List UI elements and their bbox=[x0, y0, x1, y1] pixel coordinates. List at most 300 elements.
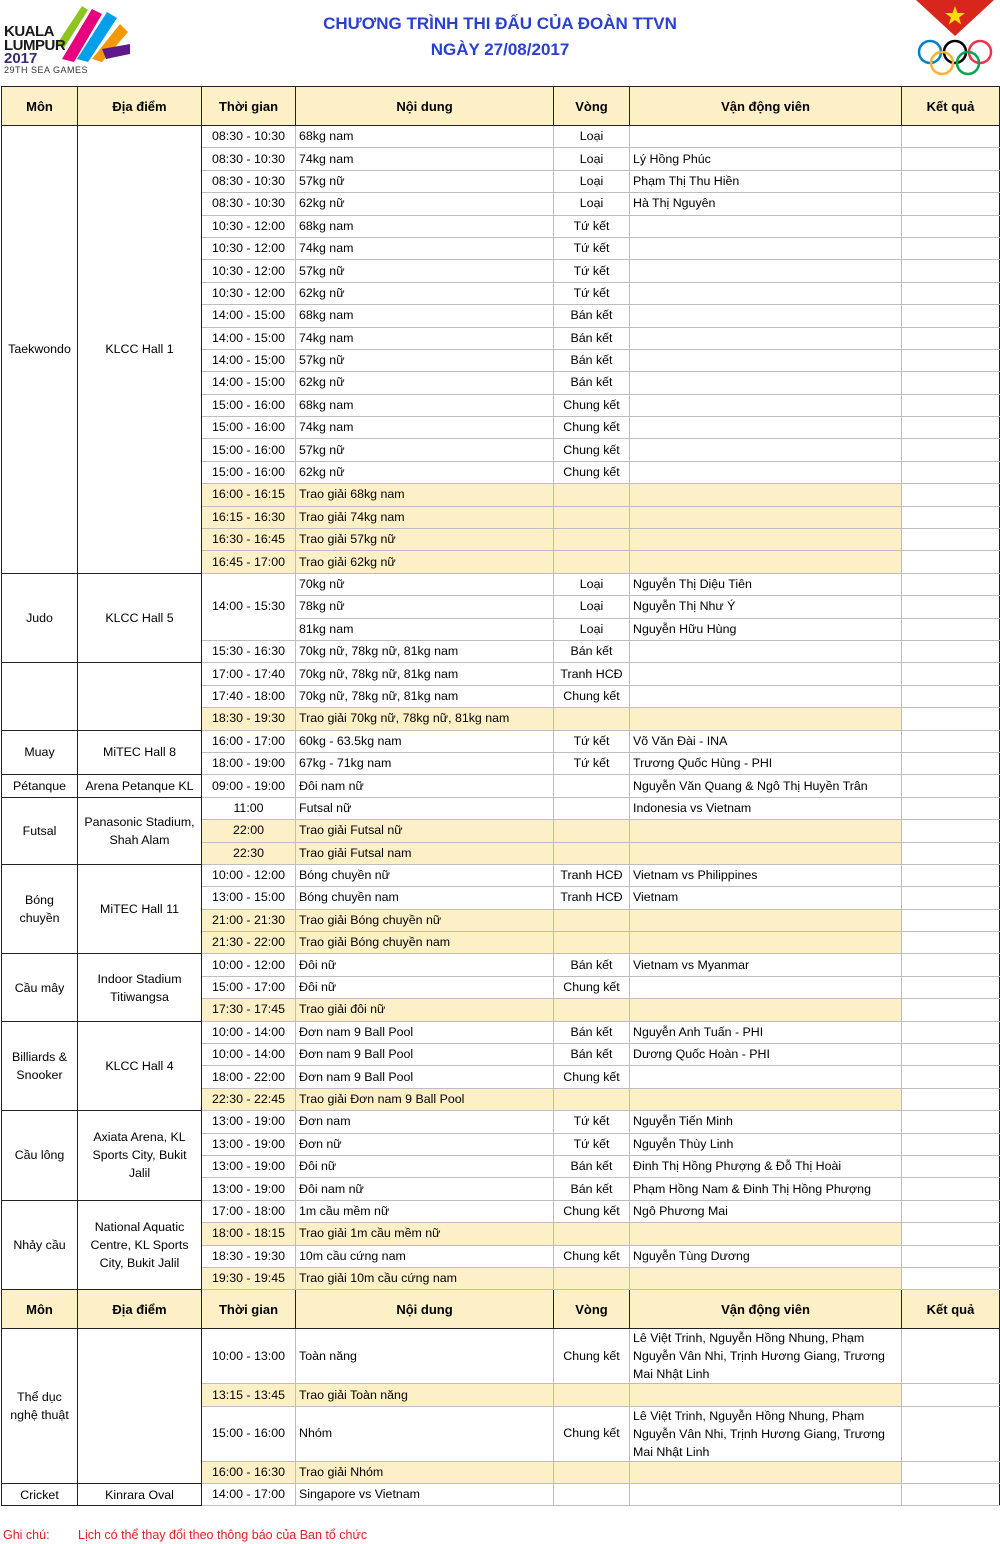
result-cell bbox=[902, 237, 1000, 259]
result-cell bbox=[902, 1133, 1000, 1155]
result-cell bbox=[902, 170, 1000, 192]
time-cell: 10:00 - 14:00 bbox=[202, 1044, 296, 1066]
time-cell: 10:30 - 12:00 bbox=[202, 237, 296, 259]
time-cell: 10:00 - 13:00 bbox=[202, 1329, 296, 1384]
content-cell: 62kg nữ bbox=[296, 461, 554, 483]
athlete-cell bbox=[630, 685, 902, 707]
content-cell: 62kg nữ bbox=[296, 193, 554, 215]
time-cell: 19:30 - 19:45 bbox=[202, 1267, 296, 1289]
round-cell bbox=[554, 932, 630, 954]
time-cell: 16:30 - 16:45 bbox=[202, 529, 296, 551]
result-cell bbox=[902, 372, 1000, 394]
result-cell bbox=[902, 976, 1000, 998]
venue-cell: MiTEC Hall 8 bbox=[78, 730, 202, 775]
result-cell bbox=[902, 1021, 1000, 1043]
table-row bbox=[2, 663, 1000, 685]
athlete-cell bbox=[630, 551, 902, 573]
column-header: Kết quả bbox=[902, 1290, 1000, 1329]
time-cell: 15:00 - 16:00 bbox=[202, 394, 296, 416]
round-cell bbox=[554, 708, 630, 730]
result-cell bbox=[902, 305, 1000, 327]
round-cell bbox=[554, 1461, 630, 1483]
content-cell: Trao giải 74kg nam bbox=[296, 506, 554, 528]
time-cell: 14:00 - 15:00 bbox=[202, 327, 296, 349]
athlete-cell bbox=[630, 708, 902, 730]
time-cell: 08:30 - 10:30 bbox=[202, 126, 296, 148]
result-cell bbox=[902, 1178, 1000, 1200]
column-header: Nội dung bbox=[296, 87, 554, 126]
result-cell bbox=[902, 663, 1000, 685]
time-cell: 10:30 - 12:00 bbox=[202, 260, 296, 282]
athlete-cell bbox=[630, 999, 902, 1021]
sport-cell bbox=[2, 663, 78, 730]
athlete-cell bbox=[630, 1484, 902, 1506]
time-cell: 16:45 - 17:00 bbox=[202, 551, 296, 573]
round-cell: Loại bbox=[554, 193, 630, 215]
venue-cell: KLCC Hall 1 bbox=[78, 126, 202, 574]
time-cell: 15:00 - 16:00 bbox=[202, 439, 296, 461]
content-cell: Đơn nam 9 Ball Pool bbox=[296, 1044, 554, 1066]
content-cell: Trao giải 68kg nam bbox=[296, 484, 554, 506]
content-cell: Trao giải 70kg nữ, 78kg nữ, 81kg nam bbox=[296, 708, 554, 730]
time-cell: 15:00 - 16:00 bbox=[202, 461, 296, 483]
result-cell bbox=[902, 1066, 1000, 1088]
round-cell bbox=[554, 506, 630, 528]
content-cell: 74kg nam bbox=[296, 237, 554, 259]
round-cell bbox=[554, 797, 630, 819]
content-cell: 70kg nữ, 78kg nữ, 81kg nam bbox=[296, 640, 554, 662]
result-cell bbox=[902, 797, 1000, 819]
content-cell: Trao giải 10m cầu cứng nam bbox=[296, 1267, 554, 1289]
round-cell: Bán kết bbox=[554, 954, 630, 976]
time-cell: 17:30 - 17:45 bbox=[202, 999, 296, 1021]
athlete-cell: Lý Hồng Phúc bbox=[630, 148, 902, 170]
content-cell: 68kg nam bbox=[296, 126, 554, 148]
column-header: Địa điểm bbox=[78, 87, 202, 126]
time-cell: 22:30 bbox=[202, 842, 296, 864]
result-cell bbox=[902, 1245, 1000, 1267]
result-cell bbox=[902, 1267, 1000, 1289]
time-cell: 10:30 - 12:00 bbox=[202, 215, 296, 237]
result-cell bbox=[902, 685, 1000, 707]
round-cell: Chung kết bbox=[554, 1066, 630, 1088]
athlete-cell bbox=[630, 909, 902, 931]
sport-cell: Thể dục nghệ thuật bbox=[2, 1329, 78, 1484]
content-cell: Trao giải đôi nữ bbox=[296, 999, 554, 1021]
column-header: Nội dung bbox=[296, 1290, 554, 1329]
logo-text-line3: 2017 bbox=[4, 50, 38, 67]
round-cell: Chung kết bbox=[554, 976, 630, 998]
athlete-cell: Nguyễn Tùng Dương bbox=[630, 1245, 902, 1267]
result-cell bbox=[902, 820, 1000, 842]
athlete-cell bbox=[630, 394, 902, 416]
round-cell: Loại bbox=[554, 148, 630, 170]
schedule-body bbox=[2, 87, 1000, 1506]
time-cell: 15:00 - 16:00 bbox=[202, 417, 296, 439]
athlete-cell bbox=[630, 663, 902, 685]
athlete-cell: Vietnam bbox=[630, 887, 902, 909]
column-header: Kết quả bbox=[902, 87, 1000, 126]
sport-cell: Nhảy cầu bbox=[2, 1200, 78, 1290]
time-cell: 18:00 - 22:00 bbox=[202, 1066, 296, 1088]
content-cell: 62kg nữ bbox=[296, 282, 554, 304]
sport-cell: Cầu mây bbox=[2, 954, 78, 1021]
content-cell: Đôi nữ bbox=[296, 954, 554, 976]
time-cell: 10:00 - 12:00 bbox=[202, 864, 296, 886]
content-cell: Trao giải Bóng chuyền nữ bbox=[296, 909, 554, 931]
result-cell bbox=[902, 887, 1000, 909]
athlete-cell bbox=[630, 417, 902, 439]
venue-cell: KLCC Hall 4 bbox=[78, 1021, 202, 1111]
athlete-cell: Võ Văn Đài - INA bbox=[630, 730, 902, 752]
page-title: CHƯƠNG TRÌNH THI ĐẤU CỦA ĐOÀN TTVN bbox=[323, 14, 677, 33]
time-cell: 11:00 bbox=[202, 797, 296, 819]
round-cell: Loại bbox=[554, 573, 630, 595]
column-header: Môn bbox=[2, 87, 78, 126]
round-cell: Tứ kết bbox=[554, 1111, 630, 1133]
content-cell: 70kg nữ, 78kg nữ, 81kg nam bbox=[296, 685, 554, 707]
round-cell: Bán kết bbox=[554, 1021, 630, 1043]
athlete-cell bbox=[630, 215, 902, 237]
content-cell: 57kg nữ bbox=[296, 349, 554, 371]
time-cell: 08:30 - 10:30 bbox=[202, 193, 296, 215]
sport-cell: Taekwondo bbox=[2, 126, 78, 574]
time-cell: 10:00 - 12:00 bbox=[202, 954, 296, 976]
result-cell bbox=[902, 1044, 1000, 1066]
time-cell: 18:00 - 18:15 bbox=[202, 1223, 296, 1245]
result-cell bbox=[902, 1111, 1000, 1133]
content-cell: 74kg nam bbox=[296, 417, 554, 439]
sport-cell: Cầu lông bbox=[2, 1111, 78, 1201]
column-header: Thời gian bbox=[202, 87, 296, 126]
round-cell bbox=[554, 1088, 630, 1110]
round-cell: Bán kết bbox=[554, 349, 630, 371]
round-cell: Tứ kết bbox=[554, 1133, 630, 1155]
round-cell: Chung kết bbox=[554, 1406, 630, 1461]
sport-cell: Pétanque bbox=[2, 775, 78, 797]
content-cell: 57kg nữ bbox=[296, 170, 554, 192]
content-cell: Trao giải Nhóm bbox=[296, 1461, 554, 1483]
result-cell bbox=[902, 1200, 1000, 1222]
athlete-cell bbox=[630, 640, 902, 662]
result-cell bbox=[902, 730, 1000, 752]
vietnam-olympic-emblem bbox=[912, 0, 998, 76]
time-cell: 17:00 - 17:40 bbox=[202, 663, 296, 685]
result-cell bbox=[902, 349, 1000, 371]
time-cell: 22:30 - 22:45 bbox=[202, 1088, 296, 1110]
round-cell: Tứ kết bbox=[554, 260, 630, 282]
venue-cell: Indoor Stadium Titiwangsa bbox=[78, 954, 202, 1021]
round-cell bbox=[554, 484, 630, 506]
round-cell: Loại bbox=[554, 126, 630, 148]
venue-cell bbox=[78, 663, 202, 730]
result-cell bbox=[902, 999, 1000, 1021]
time-cell: 16:00 - 16:15 bbox=[202, 484, 296, 506]
column-header: Thời gian bbox=[202, 1290, 296, 1329]
round-cell: Tranh HCĐ bbox=[554, 663, 630, 685]
round-cell: Tứ kết bbox=[554, 752, 630, 774]
sport-cell: Billiards & Snooker bbox=[2, 1021, 78, 1111]
round-cell bbox=[554, 529, 630, 551]
result-cell bbox=[902, 126, 1000, 148]
athlete-cell: Vietnam vs Philippines bbox=[630, 864, 902, 886]
athlete-cell bbox=[630, 529, 902, 551]
athlete-cell: Dương Quốc Hoàn - PHI bbox=[630, 1044, 902, 1066]
table-row bbox=[2, 775, 1000, 797]
athlete-cell bbox=[630, 260, 902, 282]
time-cell: 10:00 - 14:00 bbox=[202, 1021, 296, 1043]
content-cell: Futsal nữ bbox=[296, 797, 554, 819]
result-cell bbox=[902, 596, 1000, 618]
round-cell: Chung kết bbox=[554, 461, 630, 483]
athlete-cell: Lê Việt Trinh, Nguyễn Hồng Nhung, Phạm Nguyễn Vân Nhi, Trịnh Hương Giang, Trương Mai Nhật Linh bbox=[630, 1406, 902, 1461]
content-cell: Đơn nữ bbox=[296, 1133, 554, 1155]
round-cell: Tranh HCĐ bbox=[554, 887, 630, 909]
result-cell bbox=[902, 394, 1000, 416]
column-header: Địa điểm bbox=[78, 1290, 202, 1329]
round-cell bbox=[554, 820, 630, 842]
table-row bbox=[2, 730, 1000, 752]
table-row bbox=[2, 954, 1000, 976]
table-row bbox=[2, 1484, 1000, 1506]
table-row bbox=[2, 1111, 1000, 1133]
column-header: Vòng bbox=[554, 87, 630, 126]
athlete-cell bbox=[630, 1088, 902, 1110]
content-cell: Singapore vs Vietnam bbox=[296, 1484, 554, 1506]
table-row bbox=[2, 1200, 1000, 1222]
result-cell bbox=[902, 551, 1000, 573]
time-cell: 14:00 - 15:30 bbox=[202, 573, 296, 640]
column-header: Vòng bbox=[554, 1290, 630, 1329]
round-cell bbox=[554, 1384, 630, 1406]
athlete-cell: Indonesia vs Vietnam bbox=[630, 797, 902, 819]
athlete-cell bbox=[630, 1384, 902, 1406]
note-label: Ghi chú: bbox=[3, 1528, 50, 1542]
content-cell: 68kg nam bbox=[296, 305, 554, 327]
athlete-cell: Nguyễn Anh Tuấn - PHI bbox=[630, 1021, 902, 1043]
sport-cell: Judo bbox=[2, 573, 78, 663]
athlete-cell bbox=[630, 439, 902, 461]
time-cell: 21:00 - 21:30 bbox=[202, 909, 296, 931]
time-cell: 14:00 - 15:00 bbox=[202, 372, 296, 394]
content-cell: 74kg nam bbox=[296, 327, 554, 349]
time-cell: 13:15 - 13:45 bbox=[202, 1384, 296, 1406]
content-cell: 70kg nữ, 78kg nữ, 81kg nam bbox=[296, 663, 554, 685]
athlete-cell: Trương Quốc Hùng - PHI bbox=[630, 752, 902, 774]
content-cell: Trao giải Toàn năng bbox=[296, 1384, 554, 1406]
content-cell: Đơn nam 9 Ball Pool bbox=[296, 1066, 554, 1088]
round-cell: Bán kết bbox=[554, 305, 630, 327]
page-header bbox=[0, 0, 1000, 84]
athlete-cell bbox=[630, 305, 902, 327]
result-cell bbox=[902, 954, 1000, 976]
athlete-cell: Phạm Hồng Nam & Đinh Thị Hồng Phượng bbox=[630, 1178, 902, 1200]
athlete-cell bbox=[630, 484, 902, 506]
result-cell bbox=[902, 752, 1000, 774]
content-cell: 10m cầu cứng nam bbox=[296, 1245, 554, 1267]
round-cell bbox=[554, 1484, 630, 1506]
venue-cell: Axiata Arena, KL Sports City, Bukit Jalil bbox=[78, 1111, 202, 1201]
content-cell: Nhóm bbox=[296, 1406, 554, 1461]
athlete-cell bbox=[630, 1066, 902, 1088]
athlete-cell: Đinh Thị Hồng Phượng & Đỗ Thị Hoài bbox=[630, 1155, 902, 1177]
athlete-cell: Vietnam vs Myanmar bbox=[630, 954, 902, 976]
content-cell: Đơn nam 9 Ball Pool bbox=[296, 1021, 554, 1043]
round-cell: Bán kết bbox=[554, 640, 630, 662]
content-cell: Trao giải 57kg nữ bbox=[296, 529, 554, 551]
content-cell: Đôi nữ bbox=[296, 1155, 554, 1177]
athlete-cell: Nguyễn Thị Diệu Tiên bbox=[630, 573, 902, 595]
athlete-cell bbox=[630, 1461, 902, 1483]
round-cell bbox=[554, 551, 630, 573]
logo-text-line4: 29TH SEA GAMES bbox=[4, 65, 89, 75]
logo-text-line2: LUMPUR bbox=[4, 37, 66, 54]
result-cell bbox=[902, 864, 1000, 886]
time-cell: 13:00 - 19:00 bbox=[202, 1155, 296, 1177]
time-cell: 18:00 - 19:00 bbox=[202, 752, 296, 774]
time-cell: 17:00 - 18:00 bbox=[202, 1200, 296, 1222]
venue-cell: KLCC Hall 5 bbox=[78, 573, 202, 663]
venue-cell: Arena Petanque KL bbox=[78, 775, 202, 797]
athlete-cell bbox=[630, 461, 902, 483]
result-cell bbox=[902, 461, 1000, 483]
round-cell bbox=[554, 909, 630, 931]
result-cell bbox=[902, 932, 1000, 954]
content-cell: Trao giải Đơn nam 9 Ball Pool bbox=[296, 1088, 554, 1110]
time-cell: 08:30 - 10:30 bbox=[202, 148, 296, 170]
sport-cell: Cricket bbox=[2, 1484, 78, 1506]
round-cell: Tứ kết bbox=[554, 730, 630, 752]
round-cell: Chung kết bbox=[554, 394, 630, 416]
content-cell: 68kg nam bbox=[296, 394, 554, 416]
athlete-cell bbox=[630, 1267, 902, 1289]
athlete-cell bbox=[630, 349, 902, 371]
content-cell: Trao giải Futsal nam bbox=[296, 842, 554, 864]
sport-cell: Futsal bbox=[2, 797, 78, 864]
result-cell bbox=[902, 708, 1000, 730]
round-cell bbox=[554, 1267, 630, 1289]
result-cell bbox=[902, 327, 1000, 349]
athlete-cell: Nguyễn Tiến Minh bbox=[630, 1111, 902, 1133]
round-cell: Bán kết bbox=[554, 372, 630, 394]
content-cell: 60kg - 63.5kg nam bbox=[296, 730, 554, 752]
content-cell: Trao giải Futsal nữ bbox=[296, 820, 554, 842]
time-cell: 17:40 - 18:00 bbox=[202, 685, 296, 707]
table-row bbox=[2, 864, 1000, 886]
athlete-cell: Nguyễn Văn Quang & Ngô Thị Huyền Trân bbox=[630, 775, 902, 797]
round-cell: Chung kết bbox=[554, 439, 630, 461]
result-cell bbox=[902, 1088, 1000, 1110]
content-cell: Trao giải Bóng chuyền nam bbox=[296, 932, 554, 954]
content-cell: 78kg nữ bbox=[296, 596, 554, 618]
time-cell: 15:00 - 16:00 bbox=[202, 1406, 296, 1461]
time-cell: 09:00 - 19:00 bbox=[202, 775, 296, 797]
athlete-cell bbox=[630, 372, 902, 394]
result-cell bbox=[902, 260, 1000, 282]
athlete-cell: Lê Việt Trinh, Nguyễn Hồng Nhung, Phạm Nguyễn Vân Nhi, Trịnh Hương Giang, Trương Mai Nhật Linh bbox=[630, 1329, 902, 1384]
round-cell: Tứ kết bbox=[554, 282, 630, 304]
athlete-cell: Nguyễn Hữu Hùng bbox=[630, 618, 902, 640]
column-header: Môn bbox=[2, 1290, 78, 1329]
column-header: Vận động viên bbox=[630, 87, 902, 126]
result-cell bbox=[902, 148, 1000, 170]
result-cell bbox=[902, 1406, 1000, 1461]
athlete-cell: Ngô Phương Mai bbox=[630, 1200, 902, 1222]
time-cell: 13:00 - 15:00 bbox=[202, 887, 296, 909]
time-cell: 15:00 - 17:00 bbox=[202, 976, 296, 998]
table-row bbox=[2, 1021, 1000, 1043]
result-cell bbox=[902, 193, 1000, 215]
result-cell bbox=[902, 1155, 1000, 1177]
content-cell: 68kg nam bbox=[296, 215, 554, 237]
content-cell: 70kg nữ bbox=[296, 573, 554, 595]
athlete-cell bbox=[630, 842, 902, 864]
content-cell: Đôi nữ bbox=[296, 976, 554, 998]
time-cell: 14:00 - 15:00 bbox=[202, 305, 296, 327]
round-cell: Chung kết bbox=[554, 1200, 630, 1222]
result-cell bbox=[902, 417, 1000, 439]
round-cell: Tứ kết bbox=[554, 237, 630, 259]
content-cell: Trao giải 1m cầu mềm nữ bbox=[296, 1223, 554, 1245]
athlete-cell bbox=[630, 506, 902, 528]
content-cell: 57kg nữ bbox=[296, 260, 554, 282]
time-cell: 22:00 bbox=[202, 820, 296, 842]
content-cell: Bóng chuyền nữ bbox=[296, 864, 554, 886]
result-cell bbox=[902, 439, 1000, 461]
athlete-cell bbox=[630, 820, 902, 842]
time-cell: 21:30 - 22:00 bbox=[202, 932, 296, 954]
content-cell: Trao giải 62kg nữ bbox=[296, 551, 554, 573]
time-cell: 10:30 - 12:00 bbox=[202, 282, 296, 304]
time-cell: 18:30 - 19:30 bbox=[202, 708, 296, 730]
content-cell: 1m cầu mềm nữ bbox=[296, 1200, 554, 1222]
content-cell: 74kg nam bbox=[296, 148, 554, 170]
content-cell: 81kg nam bbox=[296, 618, 554, 640]
time-cell: 13:00 - 19:00 bbox=[202, 1111, 296, 1133]
result-cell bbox=[902, 282, 1000, 304]
result-cell bbox=[902, 640, 1000, 662]
round-cell bbox=[554, 999, 630, 1021]
round-cell: Chung kết bbox=[554, 1329, 630, 1384]
round-cell: Bán kết bbox=[554, 327, 630, 349]
athlete-cell bbox=[630, 327, 902, 349]
time-cell: 13:00 - 19:00 bbox=[202, 1133, 296, 1155]
round-cell: Bán kết bbox=[554, 1155, 630, 1177]
athlete-cell: Nguyễn Thị Như Ý bbox=[630, 596, 902, 618]
result-cell bbox=[902, 1223, 1000, 1245]
content-cell: Đôi nam nữ bbox=[296, 1178, 554, 1200]
content-cell: Bóng chuyền nam bbox=[296, 887, 554, 909]
result-cell bbox=[902, 1484, 1000, 1506]
table-row bbox=[2, 1329, 1000, 1384]
venue-cell: MiTEC Hall 11 bbox=[78, 864, 202, 954]
round-cell bbox=[554, 842, 630, 864]
content-cell: Toàn năng bbox=[296, 1329, 554, 1384]
athlete-cell bbox=[630, 237, 902, 259]
time-cell: 16:00 - 16:30 bbox=[202, 1461, 296, 1483]
result-cell bbox=[902, 529, 1000, 551]
round-cell bbox=[554, 1223, 630, 1245]
venue-cell bbox=[78, 1329, 202, 1484]
content-cell: Đơn nam bbox=[296, 1111, 554, 1133]
athlete-cell bbox=[630, 126, 902, 148]
time-cell: 18:30 - 19:30 bbox=[202, 1245, 296, 1267]
time-cell: 08:30 - 10:30 bbox=[202, 170, 296, 192]
athlete-cell: Nguyễn Thùy Linh bbox=[630, 1133, 902, 1155]
time-cell: 13:00 - 19:00 bbox=[202, 1178, 296, 1200]
result-cell bbox=[902, 1329, 1000, 1384]
round-cell: Tranh HCĐ bbox=[554, 864, 630, 886]
